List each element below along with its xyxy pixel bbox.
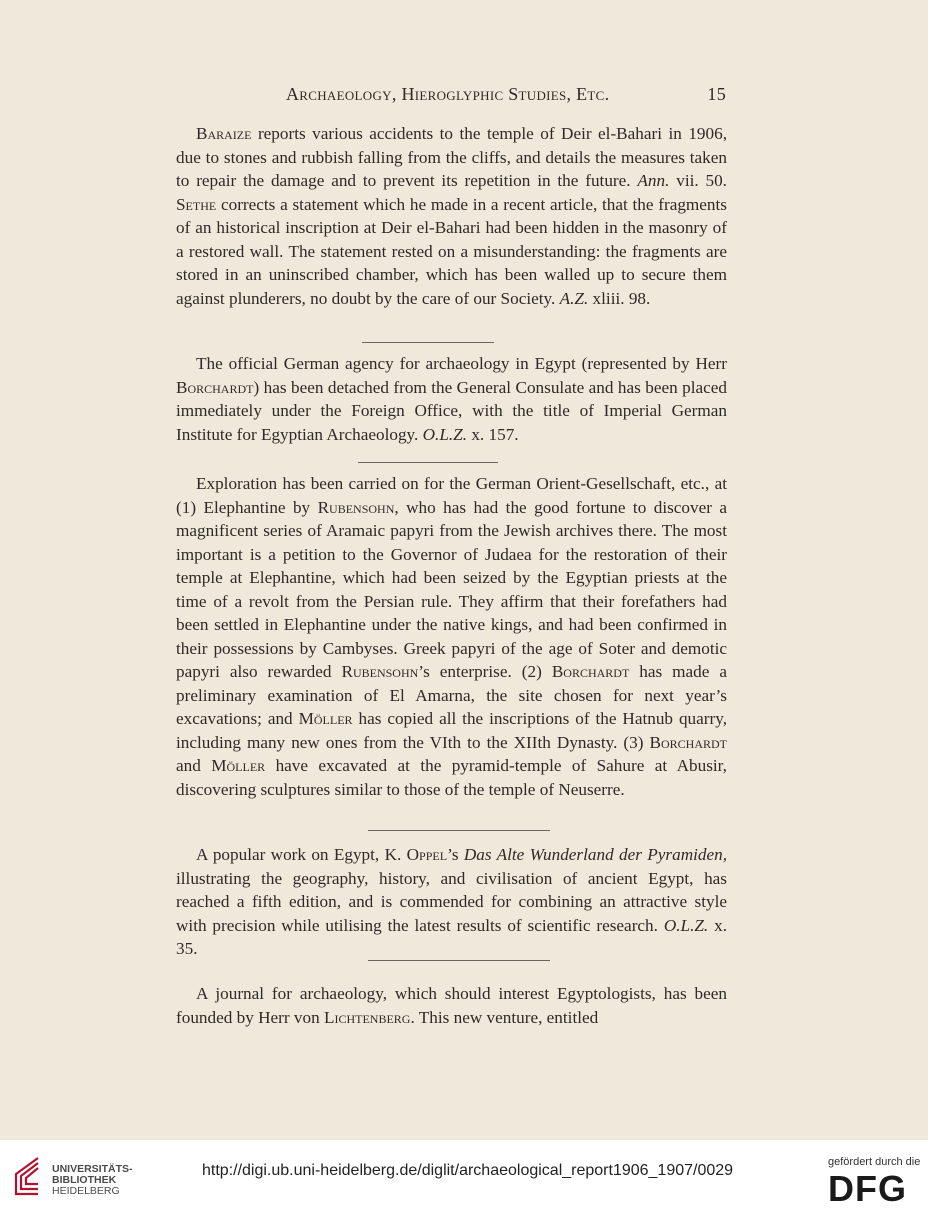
- section-divider: [368, 960, 550, 961]
- section-divider: [362, 342, 494, 343]
- citation: O.L.Z.: [663, 915, 709, 935]
- paragraph-german-agency: [176, 352, 727, 446]
- author-name: Borchardt: [551, 662, 630, 681]
- text-run: corrects a statement which he made in a recent article, that the fragments of an historical inscription at Deir el-Bahari had been hidden in the masonry of a restored wall. The statement rested on a misunderstanding: the fragments are stored in an uninscribed chamber, which has been walled up to secure them against plunderers, no doubt by the care of our Society.: [176, 194, 727, 308]
- dfg-logo: DFG: [828, 1168, 907, 1209]
- running-header: [176, 84, 726, 108]
- text-run: has copied all the inscriptions of the Hatnub quarry, including many new ones from the VIth to the XIIth Dynasty. (3): [176, 709, 727, 752]
- library-name: [52, 1164, 133, 1197]
- text-run: vii. 50.: [669, 171, 727, 190]
- text-run: x. 35.: [176, 915, 727, 958]
- citation: Ann.: [637, 171, 670, 190]
- author-name: Rubensohn: [341, 662, 419, 681]
- author-name: Sethe: [176, 194, 217, 214]
- paragraph-exploration: [176, 472, 727, 801]
- text-run: reports various accidents to the temple of Deir el-Bahari in 1906, due to stones and rubbish falling from the cliffs, and details the measures taken to repair the damage and to prevent its repetition in the future.: [176, 124, 727, 190]
- text-run: illustrating the geography, history, and civilisation of ancient Egypt, has reached a fifth edition, and is commended for combining an attractive style with precision while utilising the latest results of scientific research.: [176, 868, 727, 935]
- text-run: , who has had the good fortune to discover a magnificent series of Aramaic papyri from the Jewish archives there. The most important is a petition to the Governor of Judaea for the restoration of their temple at Elephantine, which had been seized by the Egyptian priests at the time of a revolt from the Persian rule. They affirm that their forefathers had been settled in Elephantine under the native kings, and had been confirmed in their possessions by Cambyses. Greek papyri of the age of Soter and demotic papyri also rewarded: [176, 497, 727, 681]
- permalink-url[interactable]: http://digi.ub.uni-heidelberg.de/diglit/archaeological_report1906_1907/0029: [202, 1162, 734, 1179]
- library-name-line: UNIVERSITÄTS-: [52, 1163, 133, 1175]
- text-run: The official German agency for archaeology in Egypt (represented by Herr: [196, 354, 727, 373]
- library-logo-icon: [8, 1154, 46, 1198]
- page-number: 15: [707, 84, 726, 104]
- paragraph-oppel: [176, 843, 727, 961]
- author-name: Möller: [211, 756, 266, 775]
- library-name-line: BIBLIOTHEK: [52, 1174, 117, 1186]
- section-divider: [368, 830, 550, 831]
- text-run: Exploration has been carried on for the German Orient-Gesellschaft, etc., at (1) Elephantine by: [176, 474, 727, 517]
- author-name: Rubensohn: [317, 497, 395, 517]
- text-run: . This new venture, entitled: [410, 1007, 599, 1027]
- text-run: A journal for archaeology, which should interest Egyptologists, has been founded by Herr von: [176, 984, 727, 1027]
- paragraph-journal: [176, 982, 727, 1029]
- citation: O.L.Z.: [422, 424, 468, 444]
- text-run: and: [176, 756, 212, 775]
- text-run: ’s: [447, 845, 464, 864]
- running-title: Archaeology, Hieroglyphic Studies, Etc.: [286, 84, 610, 104]
- paragraph-baraize: [176, 122, 727, 310]
- section-divider: [358, 462, 498, 463]
- text-run: x. 157.: [467, 424, 519, 444]
- text-run: ’s enterprise. (2): [418, 662, 552, 681]
- author-name: Möller: [298, 709, 353, 728]
- text-run: have excavated at the pyramid-temple of Sahure at Abusir, discovering sculptures similar to those of the temple of Neuserre.: [176, 756, 727, 799]
- text-run: A popular work on Egypt, K.: [196, 845, 407, 864]
- author-name: Borchardt: [176, 377, 254, 397]
- author-name: Baraize: [196, 124, 252, 143]
- viewer-footer: [0, 1140, 928, 1214]
- author-name: Lichtenberg: [323, 1007, 411, 1027]
- funded-by-label: gefördert durch die: [828, 1156, 921, 1168]
- text-run: has made a preliminary examination of El Amarna, the site chosen for next year’s excavations; and: [176, 662, 728, 728]
- author-name: Oppel: [406, 845, 448, 864]
- book-title: Das Alte Wunderland der Pyramiden,: [463, 845, 727, 864]
- library-name-line: HEIDELBERG: [52, 1185, 120, 1197]
- author-name: Borchardt: [649, 732, 727, 752]
- text-run: ) has been detached from the General Consulate and has been placed immediately under the Foreign Office, with the title of Imperial German Institute for Egyptian Archaeology.: [176, 377, 727, 444]
- citation: A.Z.: [559, 288, 589, 308]
- text-run: xliii. 98.: [588, 288, 651, 308]
